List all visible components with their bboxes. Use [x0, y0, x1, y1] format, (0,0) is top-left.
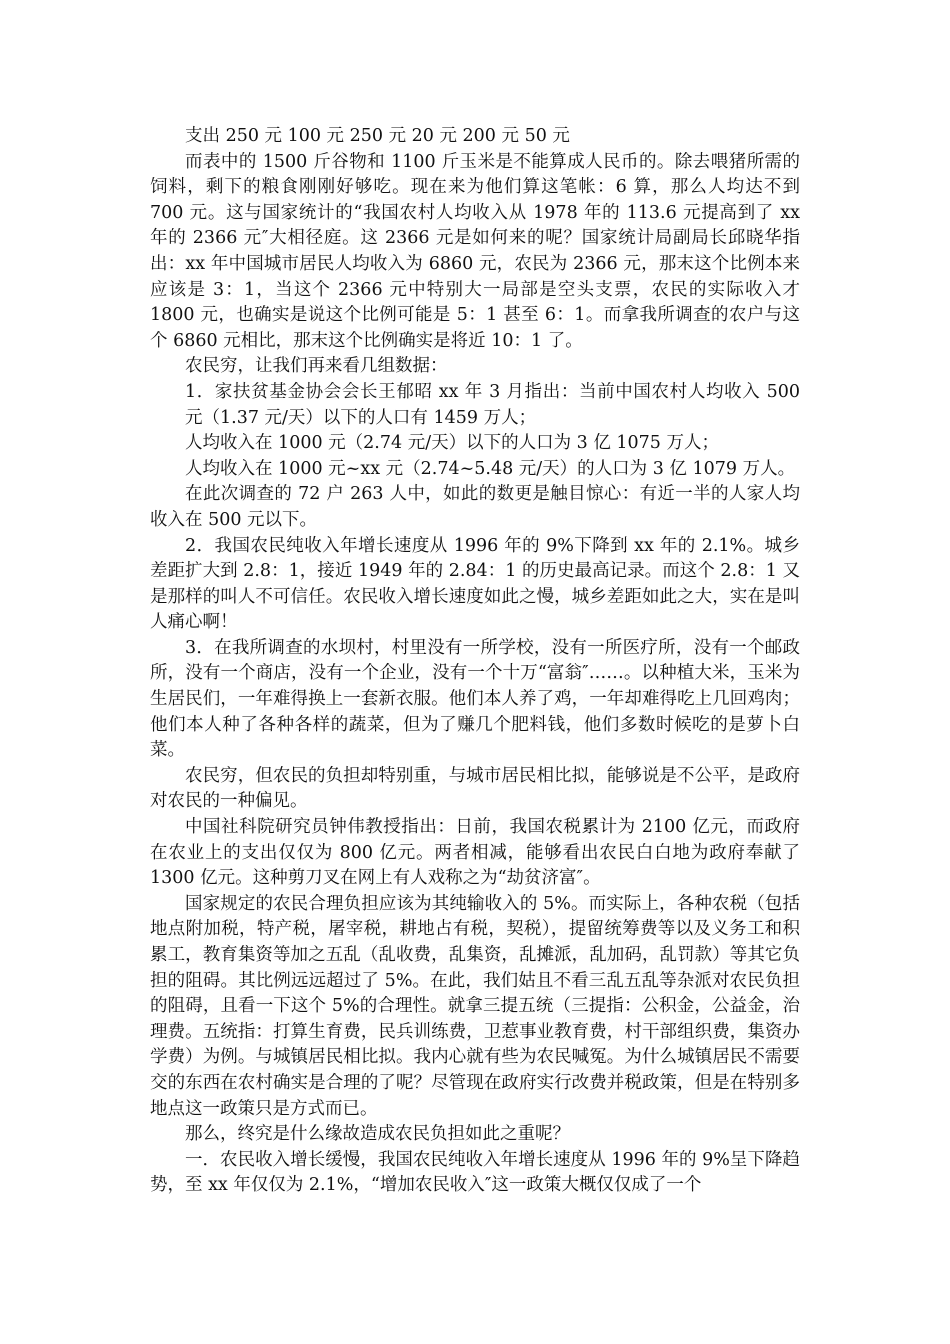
paragraph-shuiba-village: 3．在我所调查的水坝村，村里没有一所学校，没有一所医疗所，没有一个邮政所，没有一个商店，没有一个企业，没有一个十万“富翁″……。以种植大米，玉米为生居民们，一年难得换上一套新衣服。他们本人养了鸡，一年却难得吃上几回鸡肉；他们本人种了各种各样的蔬菜，但为了赚几个肥料钱，他们多数时候吃的是萝卜白菜。 [150, 637, 800, 761]
paragraph-question: 那么，终究是什么缘故造成农民负担如此之重呢？ [185, 1124, 570, 1145]
paragraph-burden: 农民穷，但农民的负担却特别重，与城市居民相比拟，能够说是不公平，是政府对农民的一种偏见。 [150, 765, 800, 812]
paragraph-survey-result: 在此次调查的 72 户 263 人中，如此的数更是触目惊心：有近一半的人家人均收入在 500 元以下。 [150, 484, 800, 530]
paragraph-reason-one: 一．农民收入增长缓慢，我国农民纯收入年增长速度从 1996 年的 9%呈下降趋势，至 xx 年仅仅为 2.1%，“增加农民收入″这一政策大概仅仅成了一个 [150, 1149, 800, 1196]
paragraph-data-intro: 农民穷，让我们再来看几组数据： [185, 356, 448, 377]
paragraph-poverty-1000-2000: 人均收入在 1000 元~xx 元（2.74~5.48 元/天）的人口为 3 亿 1079 万人。 [185, 458, 796, 479]
paragraph-poverty-500: 1．家扶贫基金协会会长王郁昭 xx 年 3 月指出：当前中国农村人均收入 500 元（1.37 元/天）以下的人口有 1459 万人； [185, 381, 800, 428]
document-body [150, 124, 800, 1199]
paragraph-expenses: 支出 250 元 100 元 250 元 20 元 200 元 50 元 [185, 126, 570, 146]
paragraph-reasonable-burden: 国家规定的农民合理负担应该为其纯输收入的 5%。而实际上，各种农税（包括地点附加税，特产税，屠宰税，耕地占有税，契税），提留统筹费等以及义务工和积累工，教育集资等加之五乱（乱收费，乱集资，乱摊派，乱加码，乱罚款）等其它负担的阻碍。其比例远远超过了 5%。在此，我们姑且不看三乱五乱等杂派对农民负担的阻碍，且看一下这个 5%的合理性。就拿三提五统（三提指：公积金，公益金，治理费。五统指：打算生育费，民兵训练费，卫惹事业教育费，村干部组织费，集资办学费）为例。与城镇居民相比拟。我内心就有些为农民喊冤。为什么城镇居民不需要交的东西在农村确实是合理的了呢？尽管现在政府实行改费并税政策，但是在特别多地点这一政策只是方式而已。 [150, 893, 800, 1119]
paragraph-poverty-1000: 人均收入在 1000 元（2.74 元/天）以下的人口为 3 亿 1075 万人； [185, 433, 720, 454]
paragraph-tax-figures: 中国社科院研究员钟伟教授指出：日前，我国农税累计为 2100 亿元，而政府在农业上的支出仅仅为 800 亿元。两者相减，能够看出农民白白地为政府奉献了 1300 亿元。这种剪刀叉在网上有人戏称之为“劫贫济富″。 [150, 817, 800, 889]
paragraph-grain-calculation: 而表中的 1500 斤谷物和 1100 斤玉米是不能算成人民币的。除去喂猪所需的饲料，剩下的粮食刚刚好够吃。现在来为他们算这笔帐：6 算，那么人均达不到 700 元。这与国家统计的“我国农村人均收入从 1978 年的 113.6 元提高到了 xx 年的 2366 元″大相径庭。这 2366 元是如何来的呢？国家统计局副局长邱晓华指出：xx 年中国城市居民人均收入为 6860 元，农民为 2366 元，那末这个比例本来应该是 3：1，当这个 2366 元中特别大一局部是空头支票，农民的实际收入才 1800 元，也确实是说这个比例可能是 5：1 甚至 6：1。而拿我所调查的农户与这个 6860 元相比，那末这个比例确实是将近 10：1 了。 [150, 151, 800, 351]
paragraph-income-growth: 2．我国农民纯收入年增长速度从 1996 年的 9%下降到 xx 年的 2.1%。城乡差距扩大到 2.8：1，接近 1949 年的 2.84：1 的历史最高记录。而这个 2.8：1 又是那样的叫人不可信任。农民收入增长速度如此之慢，城乡差距如此之大，实在是叫人痛心啊！ [150, 535, 800, 633]
